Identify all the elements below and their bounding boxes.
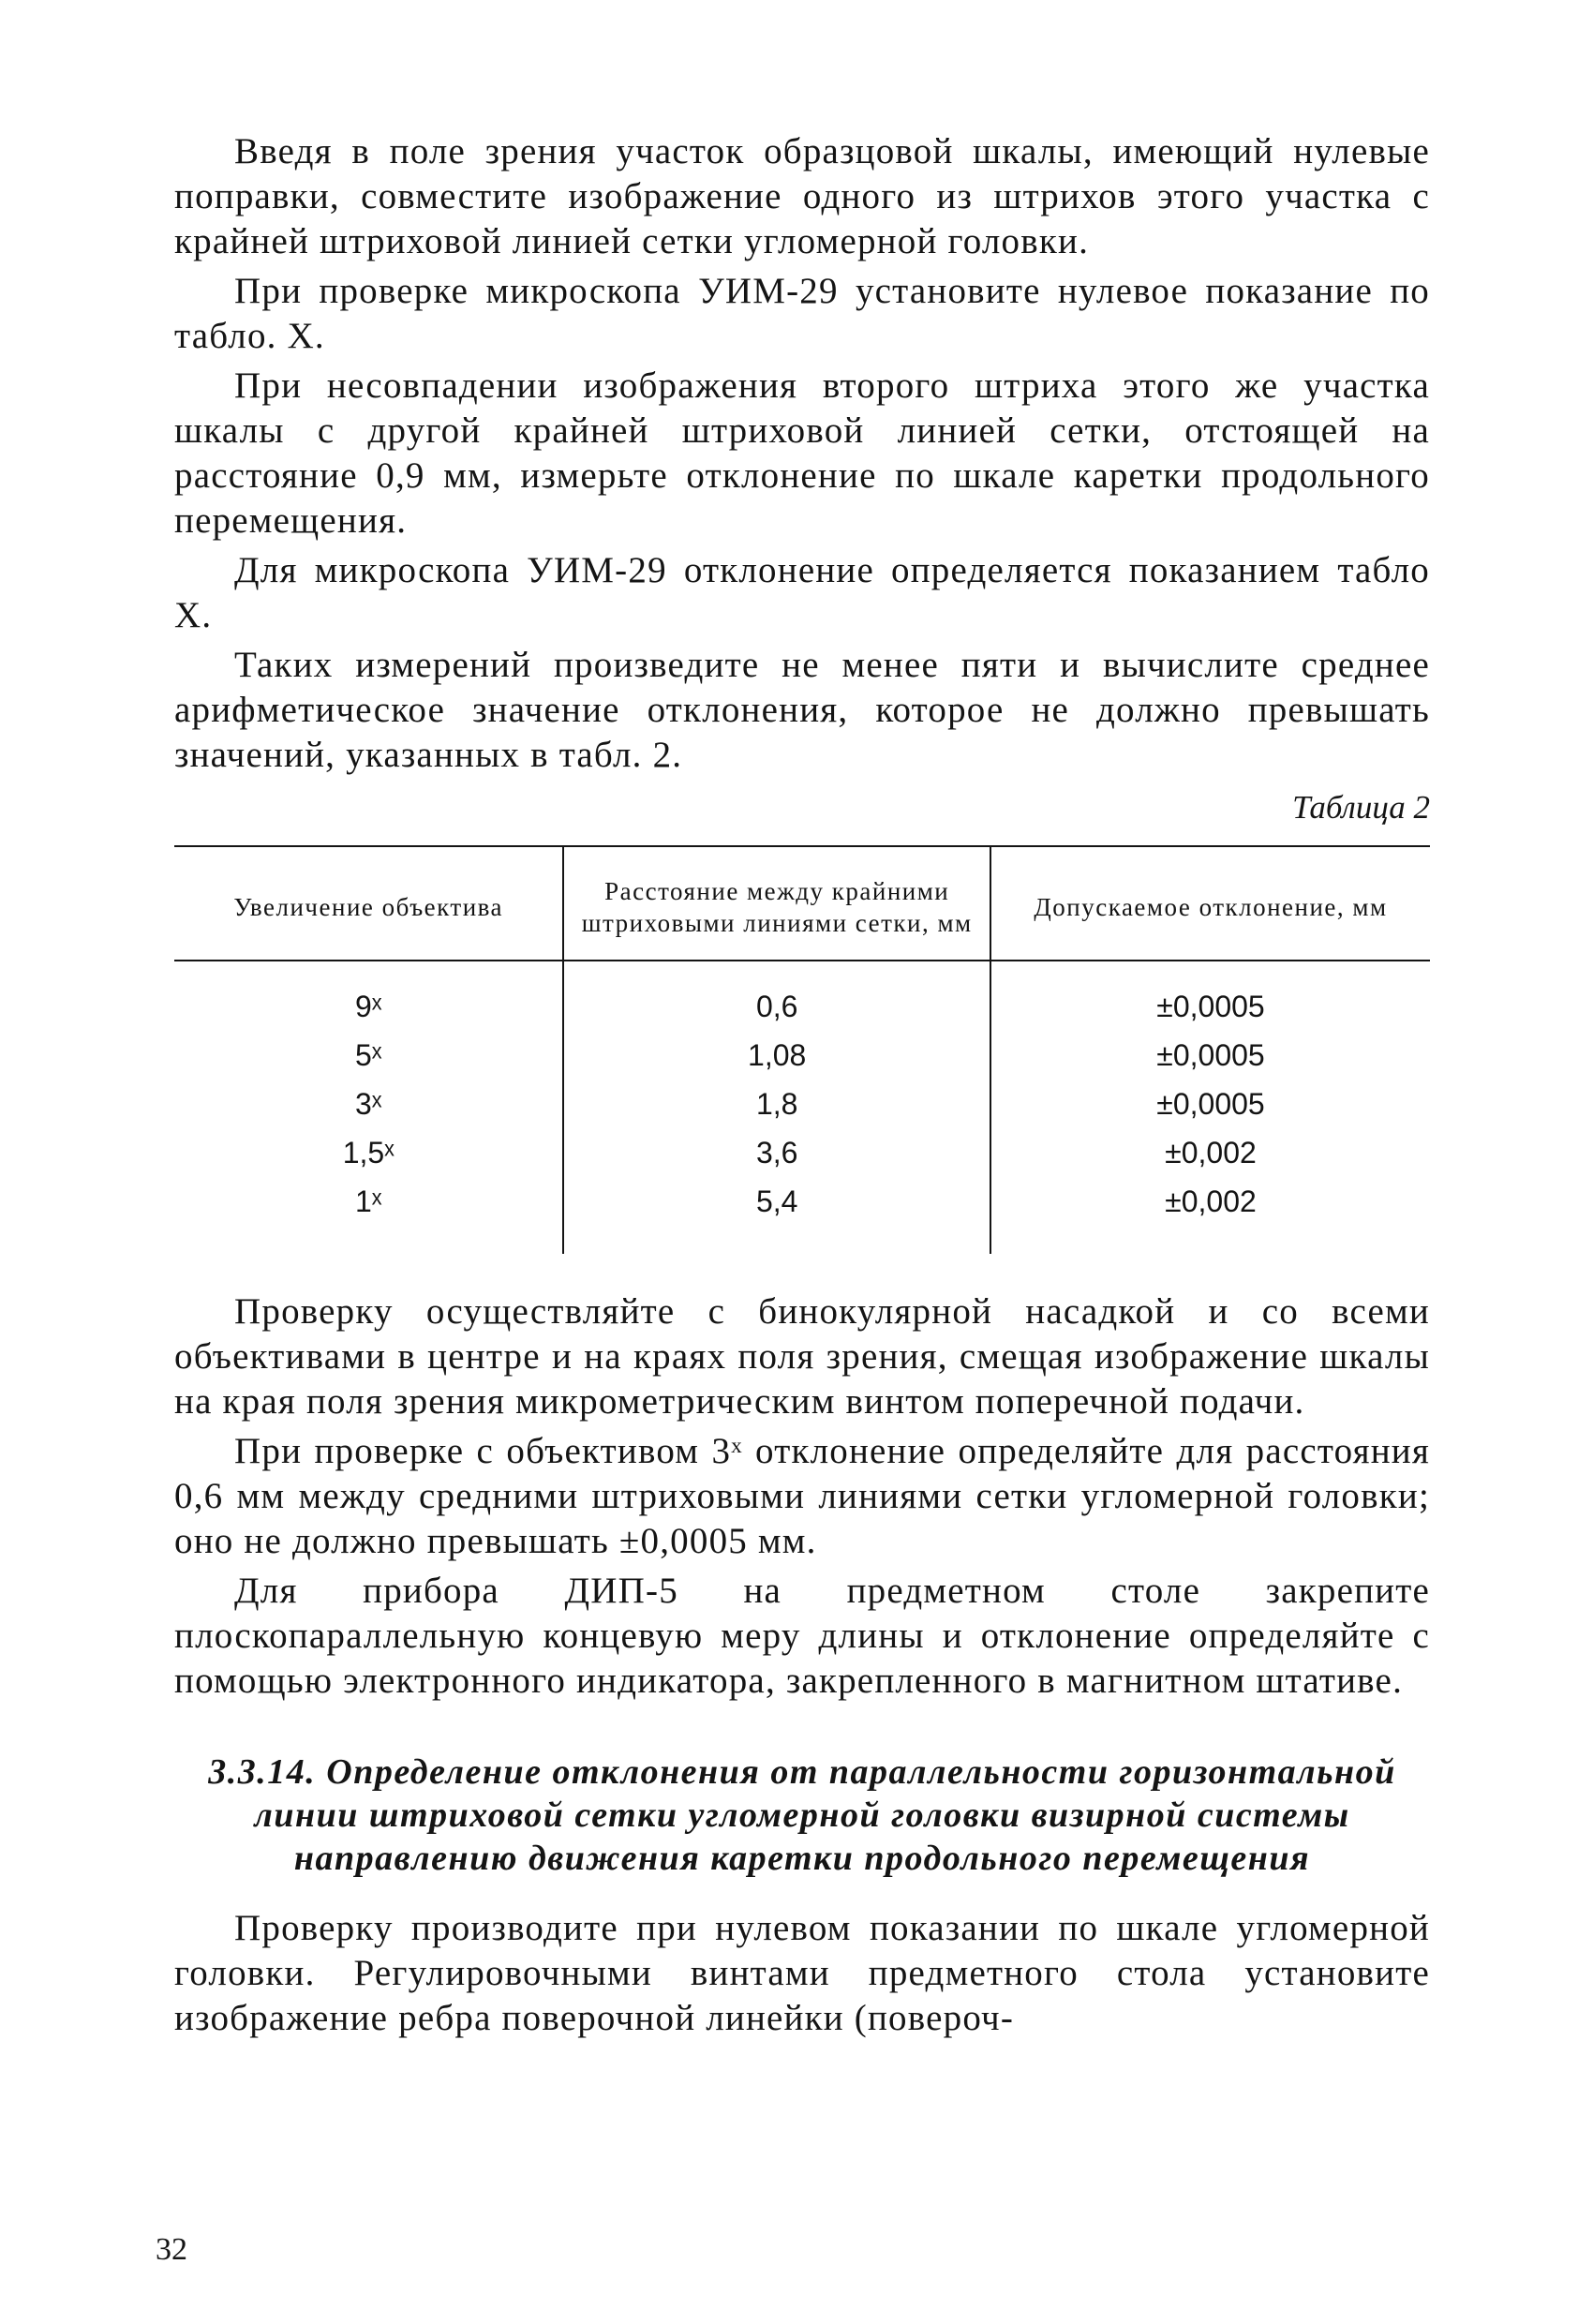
- cell-magnification: 1,5ˣ: [342, 1136, 395, 1169]
- paragraph: Проверку осуществляйте с бинокулярной насадкой и со всеми объективами в центре и на краях поля зрения, смещая изображение шкалы на края поля зрения микрометрическим винтом поперечной подачи.: [174, 1291, 1430, 1422]
- table-row: [174, 961, 1430, 1031]
- cell-distance: 5,4: [563, 1177, 990, 1254]
- paragraph: Введя в поле зрения участок образцовой шкалы, имеющий нулевые поправки, совместите изображение одного из штрихов этого участка с крайней штриховой линией сетки угломерной головки.: [174, 131, 1430, 261]
- paragraph: Таких измерений произведите не менее пяти и вычислите среднее арифметическое значение отклонения, которое не должно превышать значений, указанных в табл. 2.: [174, 645, 1430, 775]
- cell-magnification: 9ˣ: [355, 990, 382, 1023]
- column-header-distance: Расстояние между крайними штриховыми линиями сетки, мм: [563, 846, 990, 961]
- table-row: [174, 1031, 1430, 1080]
- table-caption: Таблица 2: [1292, 789, 1430, 826]
- cell-tolerance: ±0,0005: [990, 1031, 1430, 1080]
- tolerance-table: [174, 845, 1430, 1254]
- cell-distance: 1,08: [563, 1031, 990, 1080]
- cell-tolerance: ±0,0005: [990, 1080, 1430, 1128]
- cell-tolerance: ±0,002: [990, 1128, 1430, 1177]
- cell-tolerance: ±0,002: [990, 1177, 1430, 1254]
- table-row: [174, 1177, 1430, 1254]
- paragraph: Проверку производите при нулевом показании по шкале угломерной головки. Регулировочными винтами предметного стола установите изображение ребра поверочной линейки (повероч-: [174, 1908, 1430, 2038]
- section-heading: 3.3.14. Определение отклонения от параллельности горизонтальной линии штриховой сетки угломерной головки визирной системы направлению движения каретки продольного перемещения: [208, 1752, 1396, 1878]
- cell-magnification: 1ˣ: [355, 1184, 382, 1218]
- cell-tolerance: ±0,0005: [990, 961, 1430, 1031]
- page-number: 32: [156, 2232, 187, 2267]
- cell-magnification: 3ˣ: [355, 1087, 382, 1121]
- table-row: [174, 1080, 1430, 1128]
- cell-distance: 1,8: [563, 1080, 990, 1128]
- paragraph: При проверке микроскопа УИМ-29 установите нулевое показание по табло. X.: [174, 271, 1430, 356]
- body-text-after-table: [174, 1289, 1430, 1704]
- paragraph: Для микроскопа УИМ-29 отклонение определяется показанием табло X.: [174, 550, 1430, 635]
- cell-distance: 3,6: [563, 1128, 990, 1177]
- column-header-magnification: Увеличение объектива: [174, 846, 563, 961]
- document-page: [174, 129, 1430, 2046]
- column-header-tolerance: Допускаемое отклонение, мм: [990, 846, 1430, 961]
- paragraph: При проверке с объективом 3ˣ отклонение определяйте для расстояния 0,6 мм между средними штриховыми линиями сетки угломерной головки; оно не должно превышать ±0,0005 мм.: [174, 1431, 1430, 1561]
- table-row: [174, 1128, 1430, 1177]
- cell-magnification: 5ˣ: [355, 1038, 382, 1072]
- paragraph: Для прибора ДИП-5 на предметном столе закрепите плоскопараллельную концевую меру длины и отклонение определяйте с помощью электронного индикатора, закрепленного в магнитном штативе.: [174, 1571, 1430, 1701]
- paragraph: При несовпадении изображения второго штриха этого же участка шкалы с другой крайней штриховой линией сетки, отстоящей на расстояние 0,9 мм, измерьте отклонение по шкале каретки продольного перемещения.: [174, 365, 1430, 541]
- cell-distance: 0,6: [563, 961, 990, 1031]
- table-header-row: [174, 846, 1430, 961]
